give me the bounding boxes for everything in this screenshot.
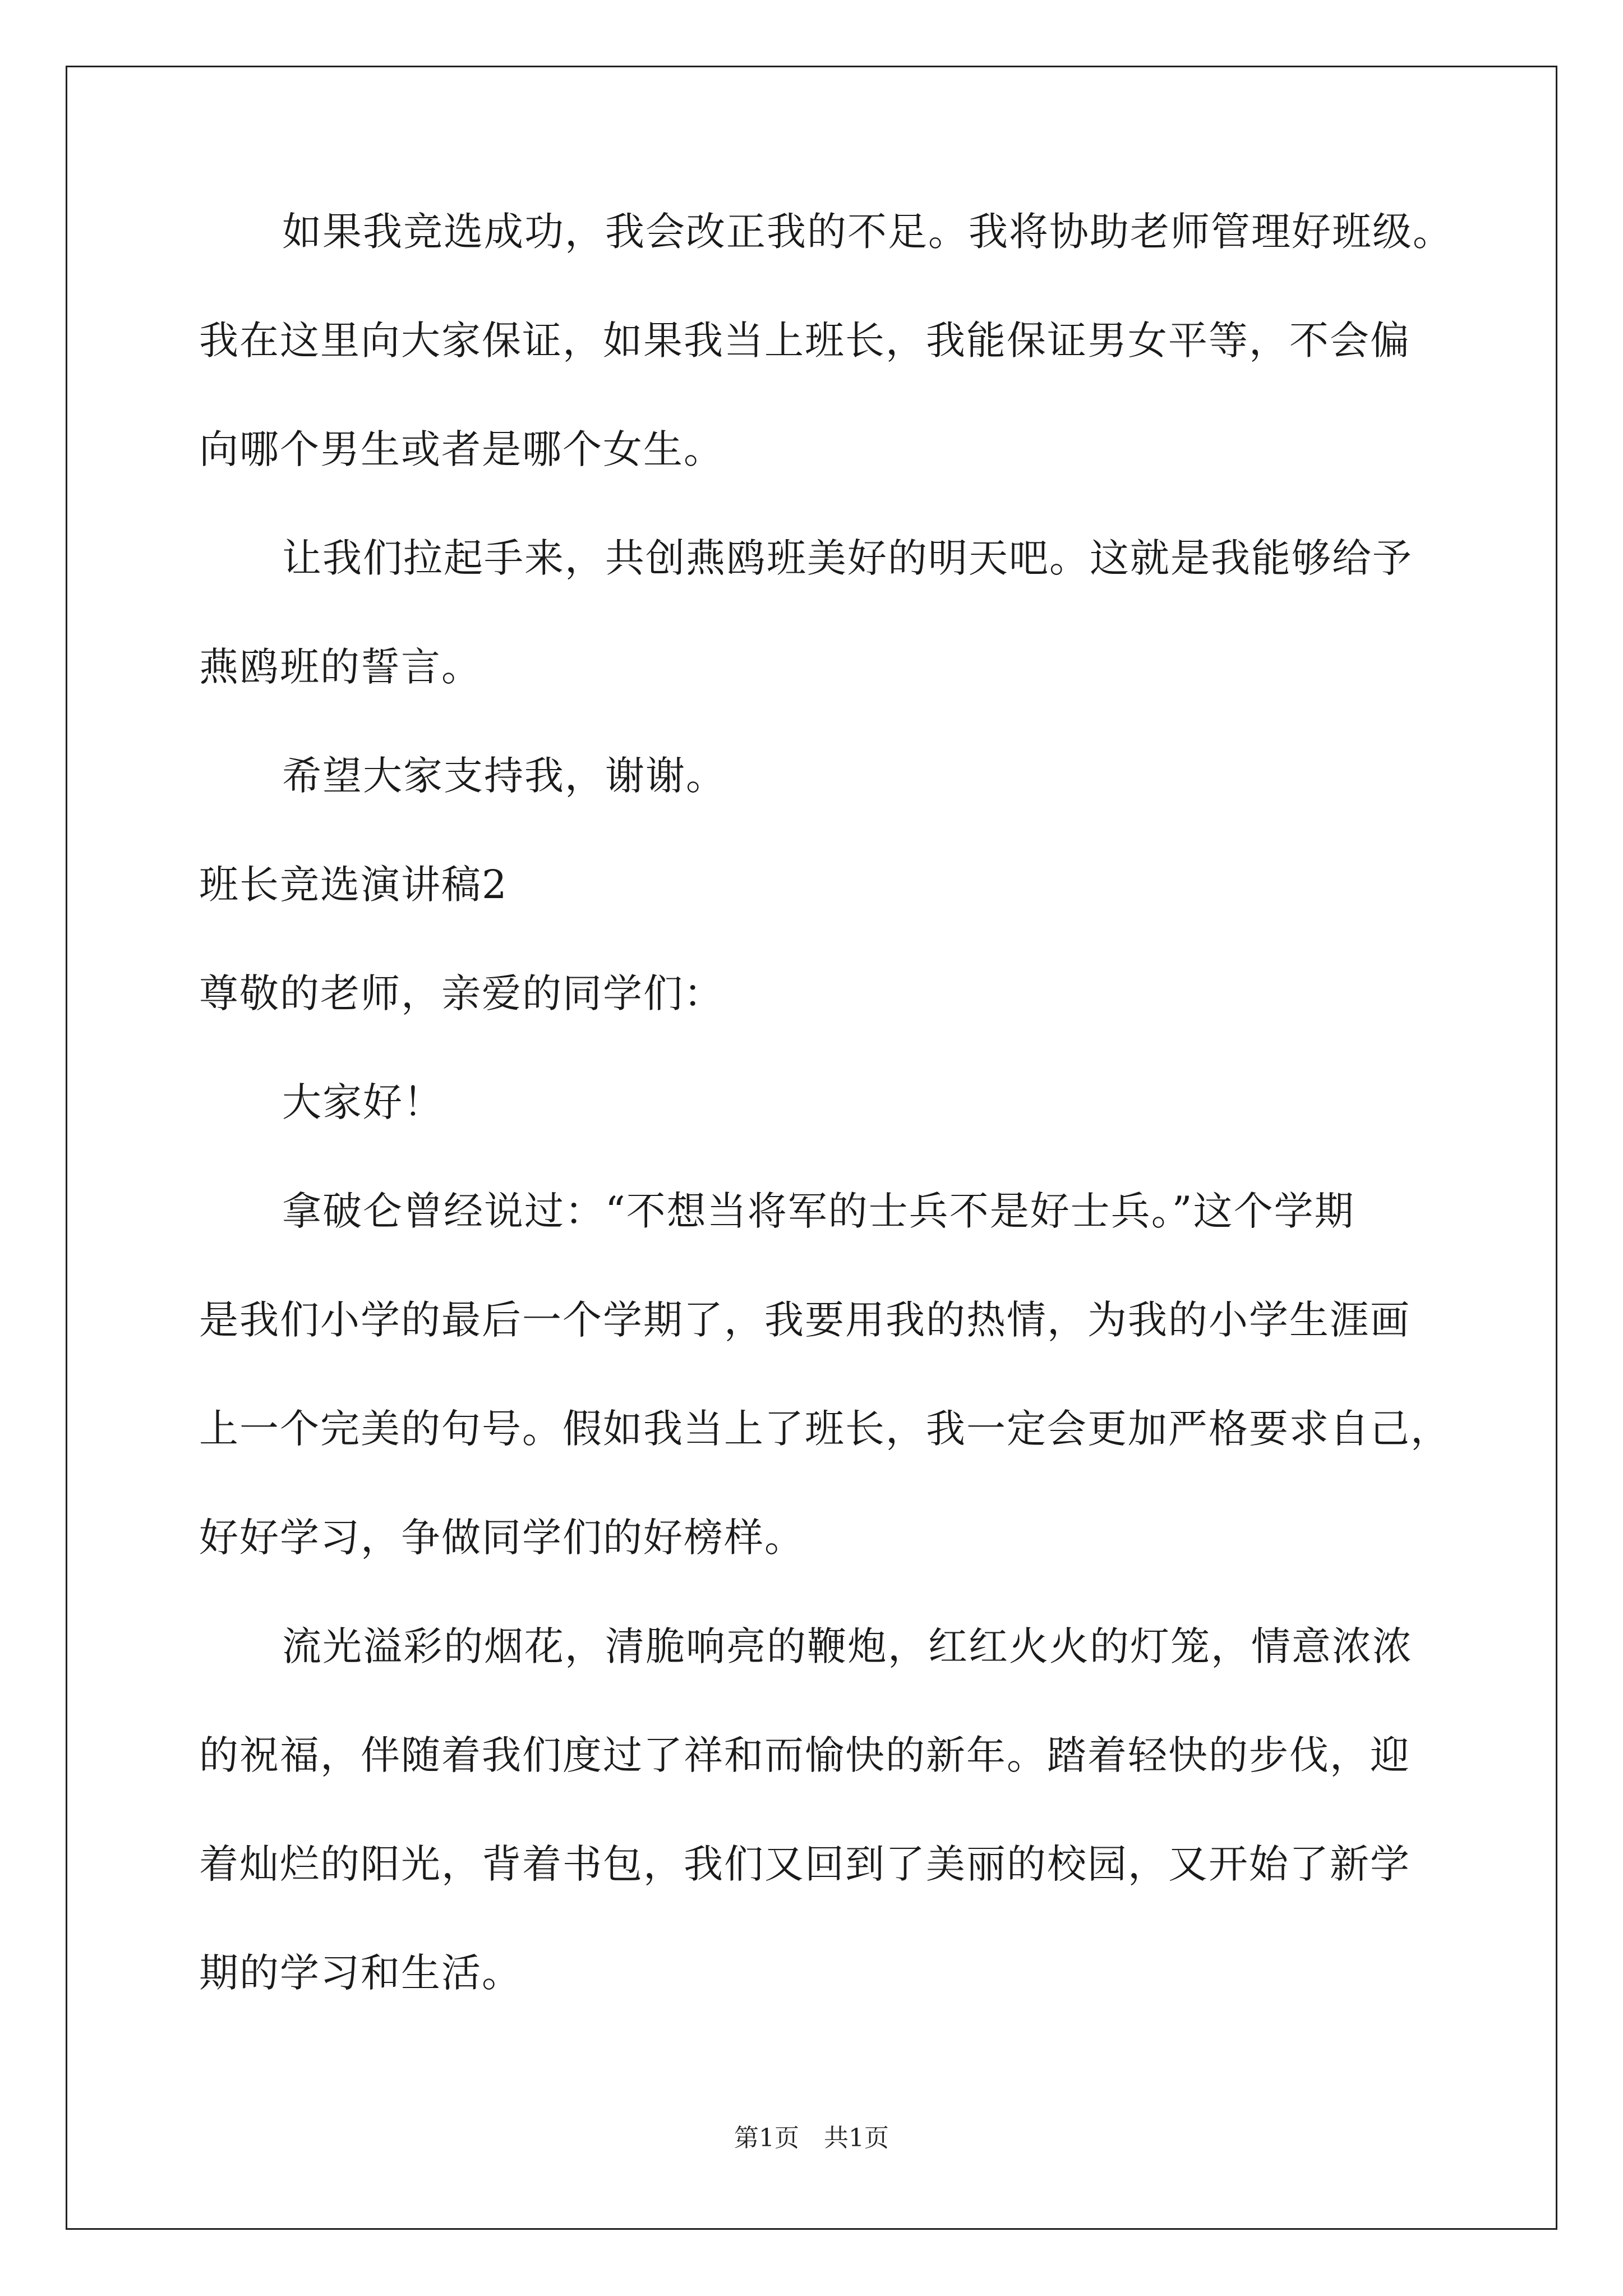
text-line: 拿破仑曾经说过：“不想当将军的士兵不是好士兵。”这个学期: [282, 1188, 1355, 1234]
text-line: 的祝福，伴随着我们度过了祥和而愉快的新年。踏着轻快的步伐，迎: [199, 1732, 1410, 1778]
text-line: 上一个完美的句号。假如我当上了班长，我一定会更加严格要求自己，: [199, 1406, 1451, 1452]
text-line: 着灿烂的阳光，背着书包，我们又回到了美丽的校园，又开始了新学: [199, 1841, 1410, 1887]
page-number-footer: 第1页 共1页: [734, 2124, 889, 2152]
text-line: 大家好！: [282, 1079, 444, 1125]
text-line: 流光溢彩的烟花，清脆响亮的鞭炮，红红火火的灯笼，情意浓浓: [282, 1623, 1413, 1669]
text-line: 希望大家支持我，谢谢。: [282, 753, 726, 799]
text-line: 期的学习和生活。: [199, 1950, 522, 1996]
text-line: 是我们小学的最后一个学期了，我要用我的热情，为我的小学生涯画: [199, 1297, 1410, 1343]
text-line: 向哪个男生或者是哪个女生。: [199, 426, 724, 472]
text-line: 燕鸥班的誓言。: [199, 644, 482, 690]
document-body: [199, 209, 1455, 2062]
text-line: 如果我竞选成功，我会改正我的不足。我将协助老师管理好班级。: [282, 209, 1453, 255]
text-line: 让我们拉起手来，共创燕鸥班美好的明天吧。这就是我能够给予: [282, 535, 1413, 581]
section-heading: 班长竞选演讲稿2: [199, 862, 508, 908]
salutation: 尊敬的老师，亲爱的同学们：: [199, 970, 724, 1016]
text-line: 好好学习，争做同学们的好榜样。: [199, 1515, 805, 1561]
text-line: 我在这里向大家保证，如果我当上班长，我能保证男女平等，不会偏: [199, 318, 1410, 364]
